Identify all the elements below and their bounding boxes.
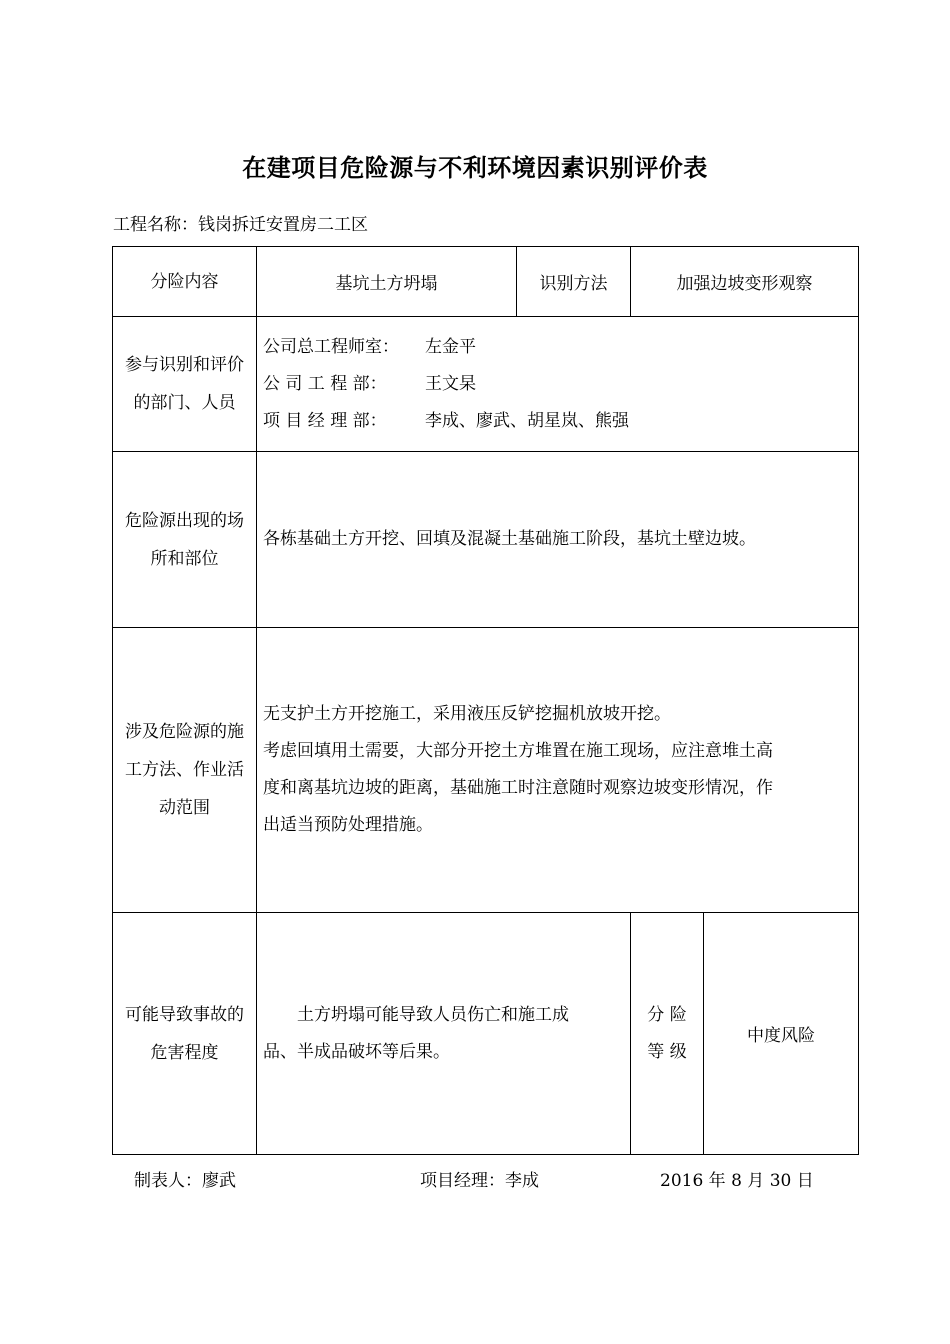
- location-text: 各栋基础土方开挖、回填及混凝土基础施工阶段，基坑土壁边坡。: [257, 452, 859, 628]
- method-scope-line: 出适当预防处理措施。: [263, 815, 433, 835]
- risk-content-label: 分险内容: [113, 247, 257, 317]
- page-title: 在建项目危险源与不利环境因素识别评价表: [242, 153, 708, 182]
- hazard-degree-line: 土方坍塌可能导致人员伤亡和施工成: [297, 1004, 569, 1025]
- participant-names: 左金平: [425, 336, 476, 357]
- risk-grade-label: 分 险: [647, 1004, 687, 1025]
- table-row: [113, 317, 859, 452]
- participants-label: 参与识别和评价的部门、人员: [113, 317, 257, 452]
- method-scope-label: 涉及危险源的施工方法、作业活动范围: [113, 628, 257, 913]
- form-date: 2016 年 8 月 30 日: [660, 1171, 814, 1191]
- department-name: 公司总工程师室：: [263, 336, 399, 357]
- table-row: [113, 913, 859, 1155]
- table-row: [113, 247, 859, 317]
- method-scope-line: 无支护土方开挖施工，采用液压反铲挖掘机放坡开挖。: [263, 704, 671, 724]
- hazard-degree-line: 品、半成品破坏等后果。: [263, 1041, 450, 1062]
- participant-line: [263, 366, 852, 403]
- method-value: 加强边坡变形观察: [631, 247, 859, 317]
- method-scope-line: 度和离基坑边坡的距离，基础施工时注意随时观察边坡变形情况，作: [263, 778, 773, 798]
- method-scope-line: 考虑回填用土需要，大部分开挖土方堆置在施工现场，应注意堆土高: [263, 741, 773, 761]
- preparer: 制表人：廖武: [134, 1171, 236, 1191]
- risk-grade-label: 等 级: [647, 1041, 687, 1062]
- hazard-degree-cell: [257, 913, 631, 1155]
- hazard-degree-label: 可能导致事故的危害程度: [113, 913, 257, 1155]
- risk-grade-value: 中度风险: [704, 913, 859, 1155]
- participants-cell: [257, 317, 859, 452]
- risk-grade-label-cell: [631, 913, 704, 1155]
- participant-names: 王文杲: [425, 373, 476, 394]
- project-name-value: 钱岗拆迁安置房二工区: [198, 215, 368, 235]
- project-manager: 项目经理：李成: [420, 1171, 539, 1191]
- participant-line: [263, 329, 852, 366]
- location-label: 危险源出现的场所和部位: [113, 452, 257, 628]
- table-row: [113, 628, 859, 913]
- evaluation-table: [112, 246, 859, 1155]
- risk-content-value: 基坑土方坍塌: [257, 247, 517, 317]
- project-name: [113, 210, 368, 235]
- department-name: 公 司 工 程 部：: [263, 373, 387, 394]
- participant-names: 李成、廖武、胡星岚、熊强: [425, 410, 629, 431]
- project-name-label: 工程名称：: [113, 215, 198, 235]
- method-label: 识别方法: [517, 247, 631, 317]
- method-scope-cell: [257, 628, 859, 913]
- participant-line: [263, 403, 852, 440]
- department-name: 项 目 经 理 部：: [263, 410, 387, 431]
- table-row: [113, 452, 859, 628]
